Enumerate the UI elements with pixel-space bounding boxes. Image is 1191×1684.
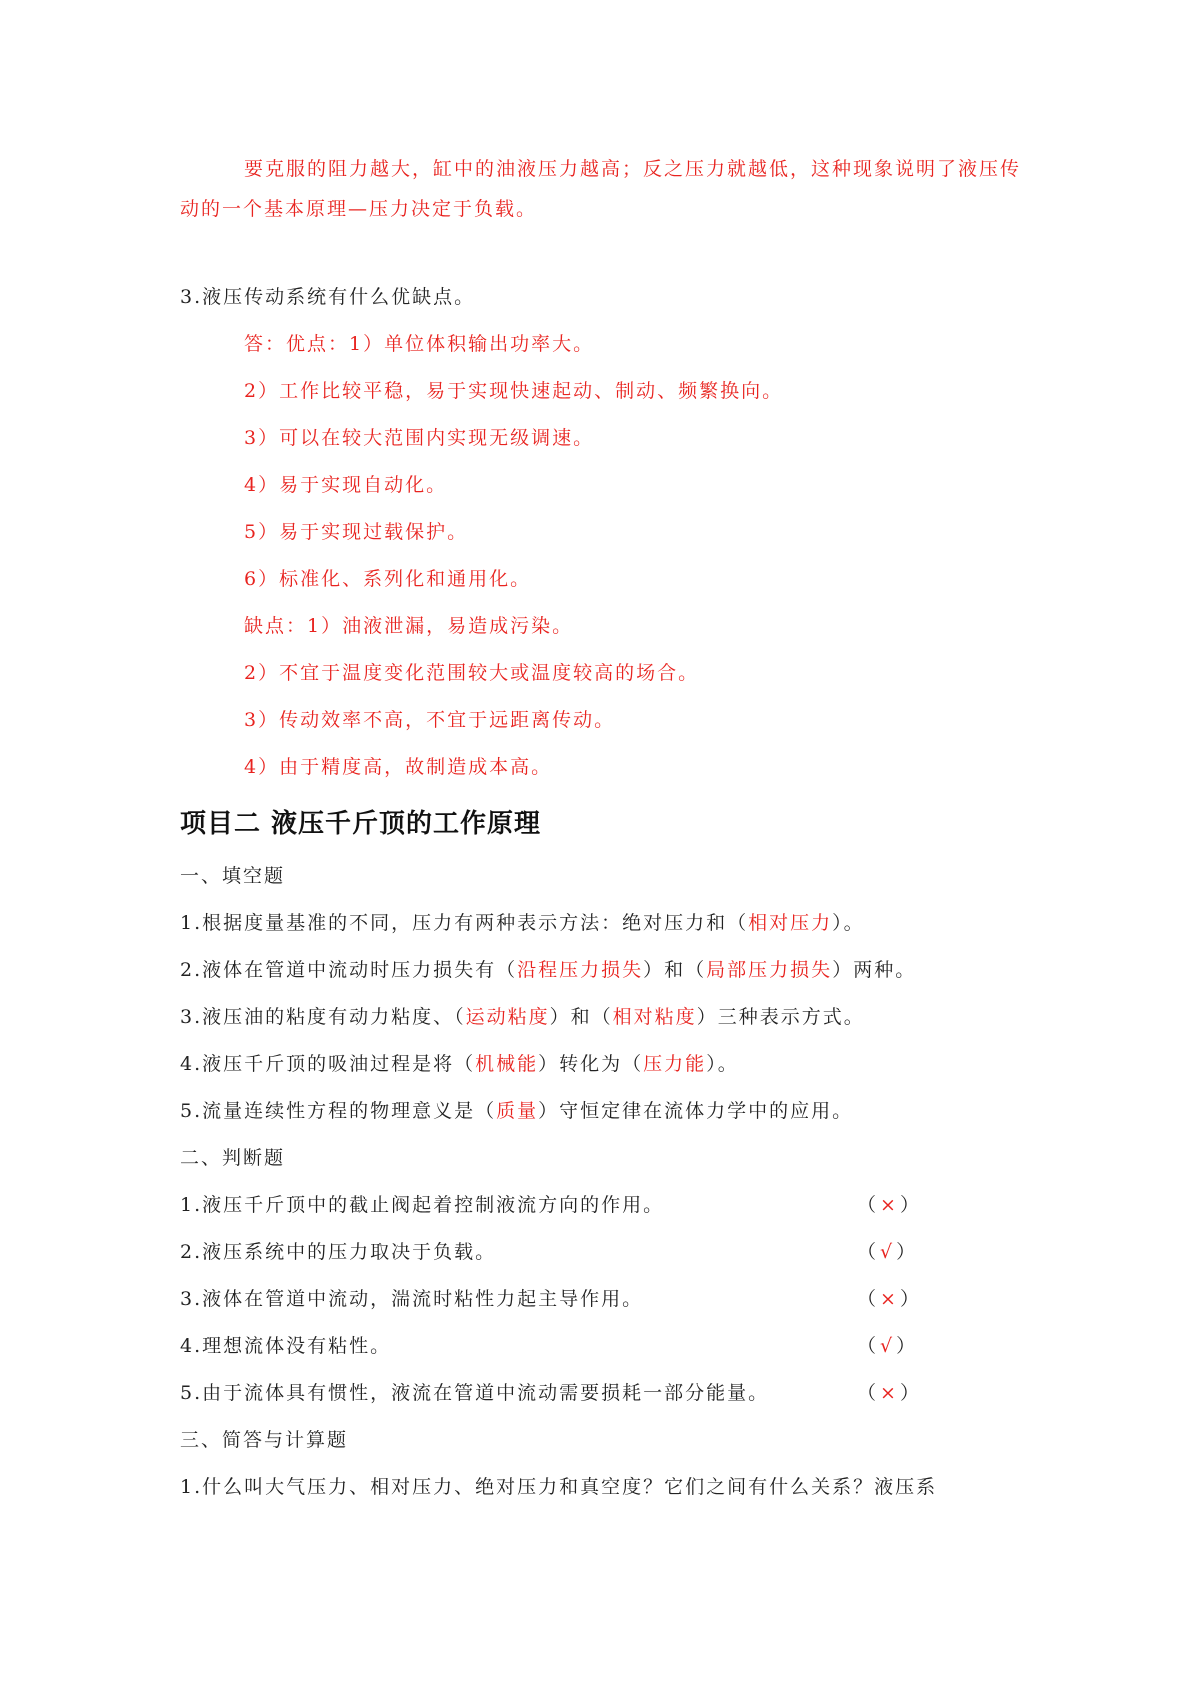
answer-line: 3）可以在较大范围内实现无级调速。	[244, 427, 595, 449]
answer-line: 答：优点：1）单位体积输出功率大。	[244, 333, 595, 355]
bracket-open: （	[857, 1335, 881, 1357]
answer-line: 4）易于实现自动化。	[244, 474, 448, 496]
item-text: ）转化为（	[538, 1053, 644, 1075]
answer-text: 相对粘度	[612, 1006, 697, 1028]
judge-mark	[857, 1192, 923, 1218]
fill-blank-item	[180, 1051, 739, 1077]
bracket-open: （	[857, 1194, 881, 1216]
fill-blank-item	[180, 957, 916, 983]
short-answer-question-1: 1.什么叫大气压力、相对压力、绝对压力和真空度？它们之间有什么关系？液压系	[180, 1476, 938, 1498]
answer-line: 5）易于实现过载保护。	[244, 521, 469, 543]
answer-line: 6）标准化、系列化和通用化。	[244, 568, 532, 590]
judge-mark	[857, 1286, 923, 1312]
project-heading: 项目二 液压千斤顶的工作原理	[180, 809, 542, 839]
answer-text: 质量	[496, 1100, 539, 1122]
check-icon: √	[880, 1241, 897, 1263]
answer-line: 4）由于精度高，故制造成本高。	[244, 756, 553, 778]
item-text: 5.流量连续性方程的物理意义是（	[180, 1100, 497, 1122]
section-heading-judge: 二、判断题	[180, 1147, 286, 1169]
fill-blank-item	[180, 1004, 865, 1030]
judge-item: 1.液压千斤顶中的截止阀起着控制液流方向的作用。	[180, 1194, 665, 1216]
answer-text: 沿程压力损失	[517, 959, 644, 981]
answer-line: 缺点：1）油液泄漏，易造成污染。	[244, 615, 574, 637]
judge-mark	[857, 1333, 919, 1359]
item-text: 4.液压千斤顶的吸油过程是将（	[180, 1053, 476, 1075]
item-text: 2.液体在管道中流动时压力损失有（	[180, 959, 518, 981]
judge-item: 5.由于流体具有惯性，液流在管道中流动需要损耗一部分能量。	[180, 1382, 770, 1404]
bracket-open: （	[857, 1382, 881, 1404]
answer-text: 压力能	[643, 1053, 707, 1075]
item-text: ）和（	[549, 1006, 613, 1028]
item-text: ）两种。	[832, 959, 917, 981]
bracket-close: ）	[896, 1241, 920, 1263]
intro-line-1: 要克服的阻力越大，缸中的油液压力越高；反之压力就越低，这种现象说明了液压传	[244, 158, 1022, 180]
bracket-close: ）	[896, 1335, 920, 1357]
fill-blank-item	[180, 910, 865, 936]
check-icon: √	[880, 1335, 897, 1357]
judge-item: 2.液压系统中的压力取决于负载。	[180, 1241, 497, 1263]
item-text: ）和（	[643, 959, 707, 981]
bracket-close: ）	[899, 1382, 923, 1404]
cross-icon: ×	[880, 1194, 900, 1216]
section-heading-short-answer: 三、简答与计算题	[180, 1429, 349, 1451]
answer-line: 2）工作比较平稳，易于实现快速起动、制动、频繁换向。	[244, 380, 784, 402]
judge-mark	[857, 1239, 919, 1265]
question-3: 3.液压传动系统有什么优缺点。	[180, 286, 476, 308]
answer-text: 机械能	[475, 1053, 539, 1075]
item-text: ）守恒定律在流体力学中的应用。	[538, 1100, 854, 1122]
item-text: 1.根据度量基准的不同，压力有两种表示方法：绝对压力和（	[180, 912, 749, 934]
item-text: ）。	[832, 912, 865, 934]
bracket-close: ）	[899, 1194, 923, 1216]
bracket-open: （	[857, 1288, 881, 1310]
answer-line: 3）传动效率不高，不宜于远距离传动。	[244, 709, 616, 731]
answer-text: 局部压力损失	[706, 959, 833, 981]
item-text: ）。	[706, 1053, 739, 1075]
item-text: 3.液压油的粘度有动力粘度、（	[180, 1006, 466, 1028]
section-heading-fill-blank: 一、填空题	[180, 865, 286, 887]
judge-item: 3.液体在管道中流动，湍流时粘性力起主导作用。	[180, 1288, 644, 1310]
answer-text: 相对压力	[748, 912, 833, 934]
judge-mark	[857, 1380, 923, 1406]
intro-line-2: 动的一个基本原理—压力决定于负载。	[180, 198, 538, 220]
answer-line: 2）不宜于温度变化范围较大或温度较高的场合。	[244, 662, 700, 684]
judge-item: 4.理想流体没有粘性。	[180, 1335, 392, 1357]
fill-blank-item	[180, 1098, 853, 1124]
cross-icon: ×	[880, 1382, 900, 1404]
answer-text: 运动粘度	[465, 1006, 550, 1028]
bracket-close: ）	[899, 1288, 923, 1310]
cross-icon: ×	[880, 1288, 900, 1310]
bracket-open: （	[857, 1241, 881, 1263]
item-text: ）三种表示方式。	[696, 1006, 865, 1028]
